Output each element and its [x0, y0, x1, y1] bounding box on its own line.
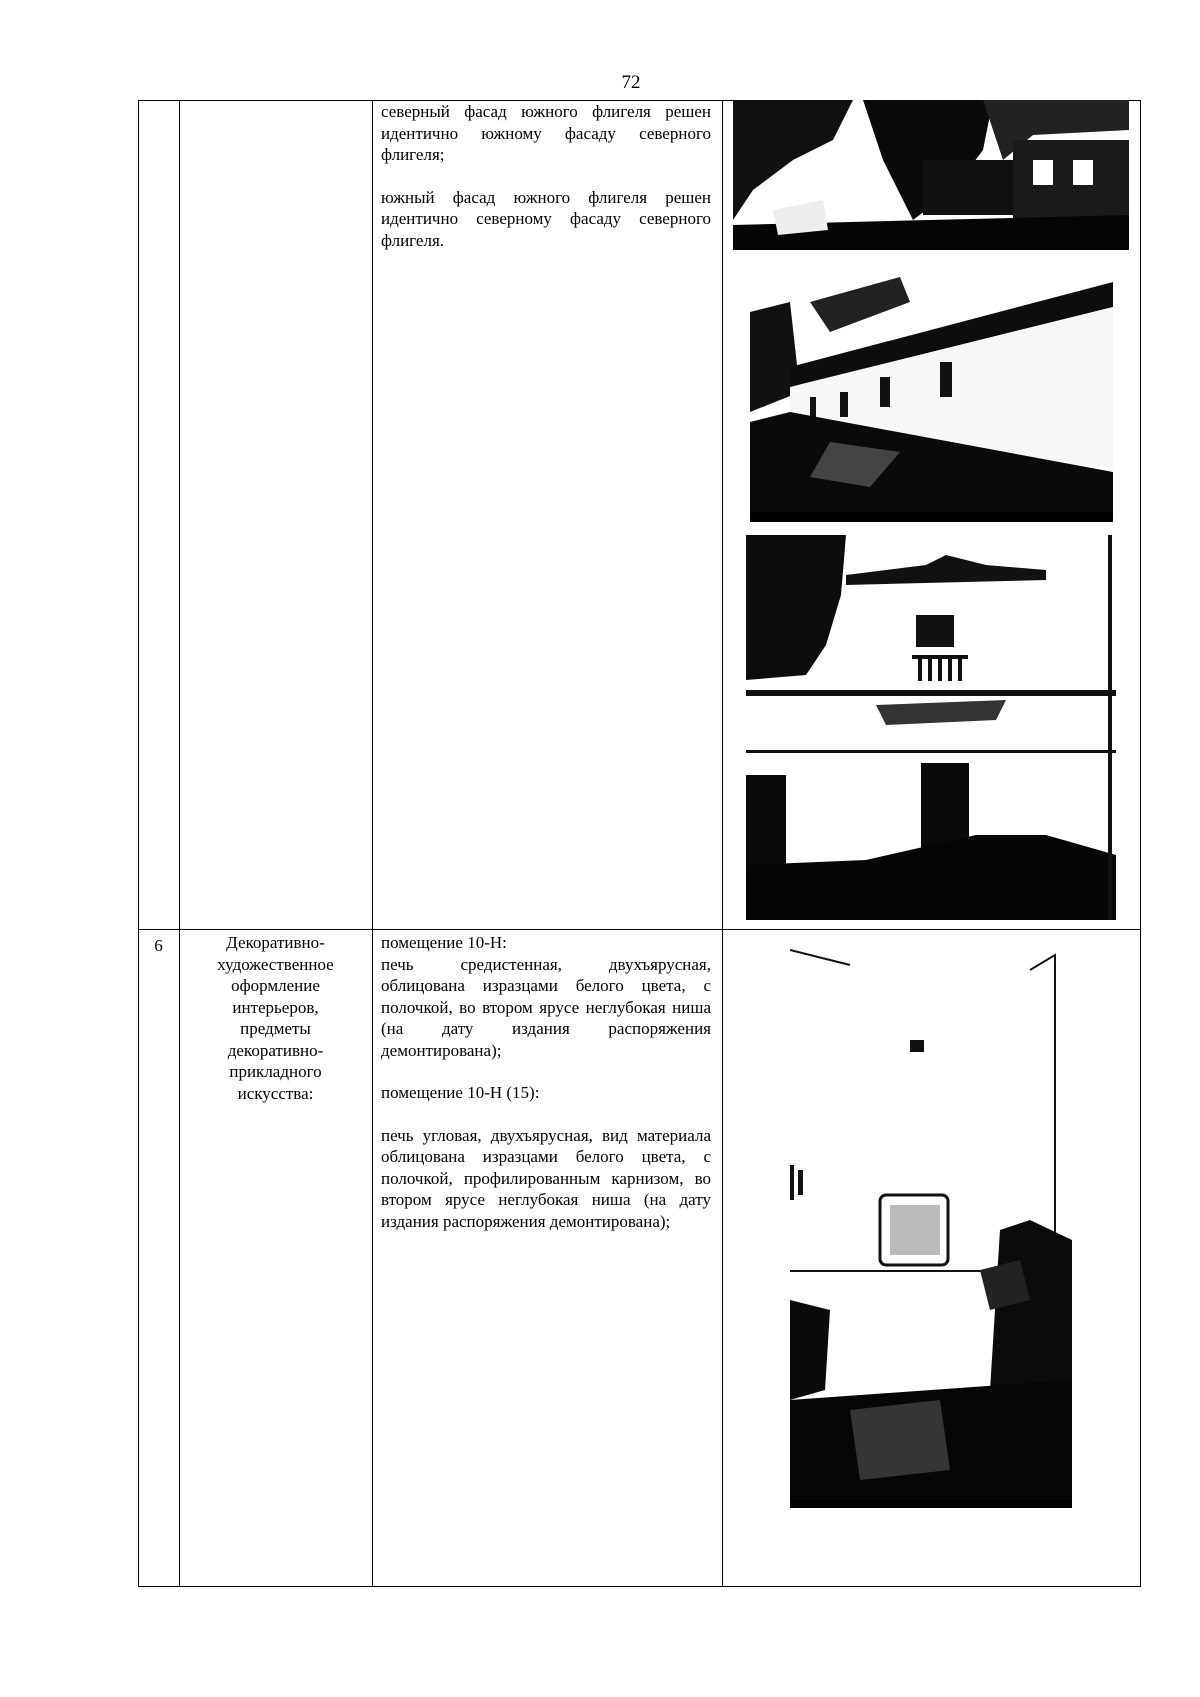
- description-paragraph: помещение 10-Н:: [381, 933, 507, 952]
- description-paragraph: южный фасад южного флигеля решен идентично северному фасаду северного флигеля.: [381, 187, 711, 250]
- facade-photo-balcony: [746, 535, 1116, 920]
- facade-photo-trees: [733, 100, 1129, 250]
- row-2-description: [381, 932, 711, 1232]
- name-line: Декоративно-: [226, 933, 325, 952]
- name-line: декоративно-: [227, 1040, 324, 1060]
- description-paragraph: печь средистенная, двухъярусная, облицована изразцами белого цвета, с полочкой, во втором ярусе неглубокая ниша (на дату издания распоряжения демонтирована);: [381, 954, 711, 1060]
- description-paragraph: северный фасад южного флигеля решен идентично южному фасаду северного флигеля;: [381, 102, 711, 164]
- name-line: интерьеров,: [232, 997, 319, 1017]
- facade-photo-long-wing: [750, 272, 1113, 522]
- name-line: искусства:: [237, 1083, 314, 1103]
- row-1-description: [381, 101, 711, 251]
- name-line: прикладного: [229, 1062, 322, 1081]
- description-paragraph: печь угловая, двухъярусная, вид материала облицована изразцами белого цвета, с полочкой, профилированным карнизом, во втором ярусе неглубокая ниша (на дату издания распоряжения демонтирована);: [381, 1125, 711, 1231]
- row-divider: [139, 929, 1140, 930]
- col-divider-1: [179, 101, 180, 1586]
- description-paragraph: помещение 10-Н (15):: [381, 1083, 540, 1102]
- name-line: предметы: [240, 1019, 311, 1038]
- col-divider-2: [372, 101, 373, 1586]
- row-number: 6: [154, 936, 163, 955]
- stove-photo-interior: [790, 940, 1072, 1508]
- name-line: оформление: [231, 976, 320, 995]
- object-category-name: [180, 932, 371, 1104]
- name-line: художественное: [217, 954, 334, 974]
- col-divider-3: [722, 101, 723, 1586]
- page-number: 72: [621, 72, 641, 93]
